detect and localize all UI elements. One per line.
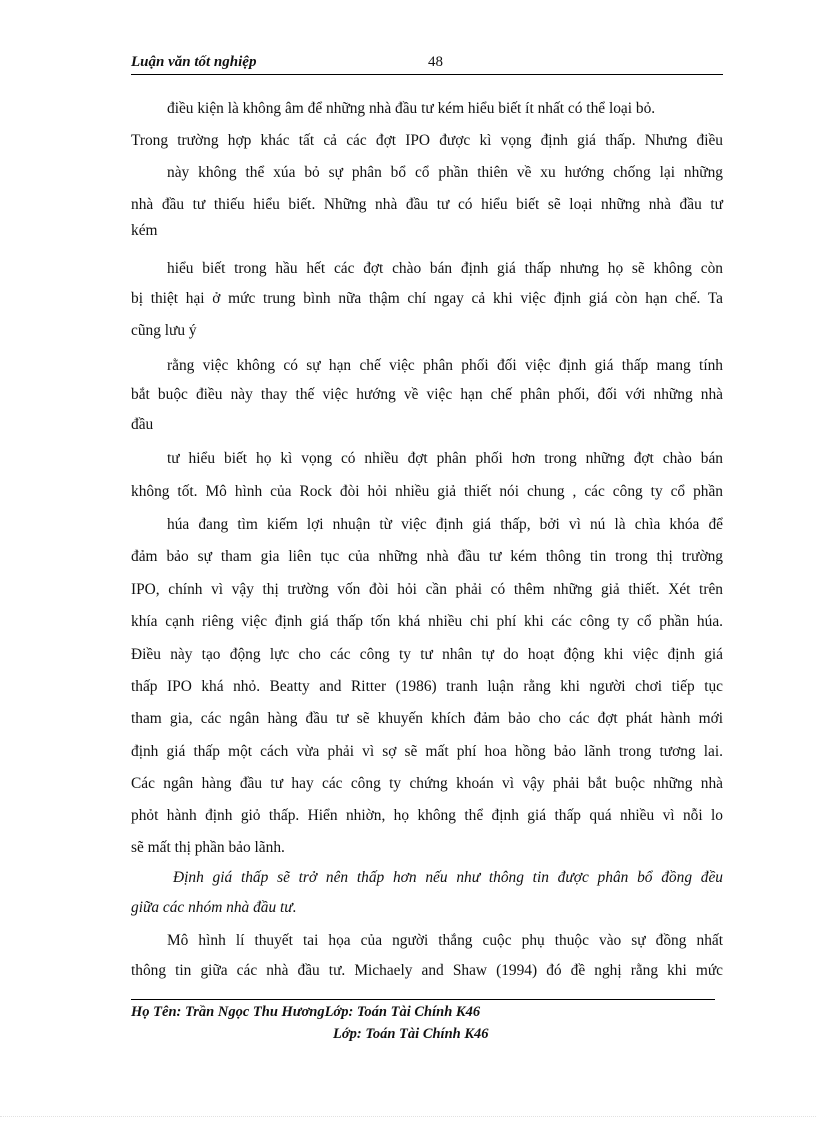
text-line: nhà đầu tư thiếu hiểu biết. Những nhà đầu tư có hiểu biết sẽ loại những nhà đầu tư <box>131 196 723 213</box>
text-line: bị thiệt hại ở mức trung bình nữa thậm chí ngay cả khi việc định giá còn hạn chế. Ta <box>131 290 723 307</box>
header-title: Luận văn tốt nghiệp <box>131 54 257 70</box>
text-line: điều kiện là không âm để những nhà đầu tư kém hiểu biết ít nhất có thể loại bỏ. <box>167 100 656 117</box>
text-line: Điều này tạo động lực cho các công ty tư nhân tự do hoạt động khi việc định giá <box>131 646 723 663</box>
text-line: Các ngân hàng đầu tư hay các công ty chứng khoán vì vậy phải bắt buộc những nhà <box>131 775 723 792</box>
text-line: kém <box>131 222 158 239</box>
text-line: rằng việc không có sự hạn chế việc phân phối đối việc định giá thấp mang tính <box>167 357 723 374</box>
text-line: phỏt hành định giỏ thấp. Hiển nhiờn, họ không thể định giá thấp quá nhiều vì nỗi lo <box>131 807 723 824</box>
text-line: định giá thấp một cách vừa phải vì sợ sẽ mất phí hoa hồng bảo lãnh trong tương lai. <box>131 743 723 760</box>
footer-class-line: Lớp: Toán Tài Chính K46 <box>333 1026 489 1042</box>
text-line: tư hiểu biết họ kì vọng có nhiều đợt phân phối hơn trong những đợt chào bán <box>167 450 723 467</box>
text-line: Trong trường hợp khác tất cả các đợt IPO được kì vọng định giá thấp. Nhưng điều <box>131 132 723 149</box>
footer-author-line: Họ Tên: Trần Ngọc Thu HươngLớp: Toán Tài Chính K46 <box>131 1004 481 1020</box>
text-line: cũng lưu ý <box>131 322 197 339</box>
text-line: đảm bảo sự tham gia liên tục của những nhà đầu tư kém thông tin trong thị trường <box>131 548 723 565</box>
text-line: này không thể xúa bỏ sự phân bổ cổ phần thiên về xu hướng chống lại những <box>167 164 723 181</box>
italic-heading-line: Định giá thấp sẽ trở nên thấp hơn nếu như thông tin được phân bổ đồng đều <box>173 869 723 886</box>
page-number: 48 <box>428 54 443 70</box>
text-line: bắt buộc điều này thay thế việc hướng về việc hạn chế phân phối, đối với những nhà <box>131 386 723 403</box>
text-line: thấp IPO khá nhỏ. Beatty and Ritter (1986) tranh luận rằng khi người chơi tiếp tục <box>131 678 723 695</box>
text-line: IPO, chính vì vậy thị trường vốn đòi hỏi cần phải có thêm những giả thiết. Xét trên <box>131 581 723 598</box>
text-line: sẽ mất thị phần bảo lãnh. <box>131 839 285 856</box>
footer-rule <box>131 999 715 1000</box>
text-line: khía cạnh riêng việc định giá thấp tốn khá nhiều chi phí khi các công ty cổ phần húa. <box>131 613 723 630</box>
text-line: không tốt. Mô hình của Rock đòi hỏi nhiều giả thiết nói chung , các công ty cổ phần <box>131 483 723 500</box>
text-line: húa đang tìm kiếm lợi nhuận từ việc định giá thấp, bởi vì nú là chìa khóa để <box>167 516 723 533</box>
page-edge-divider <box>0 1116 816 1117</box>
text-line: tham gia, các ngân hàng đầu tư sẽ khuyến khích đảm bảo cho các đợt phát hành mới <box>131 710 723 727</box>
text-line: thông tin giữa các nhà đầu tư. Michaely and Shaw (1994) đó đề nghị rằng khi mức <box>131 962 723 979</box>
text-line: Mô hình lí thuyết tai họa của người thắng cuộc phụ thuộc vào sự đồng nhất <box>167 932 723 949</box>
italic-heading-line: giữa các nhóm nhà đầu tư. <box>131 899 297 916</box>
page-header <box>131 52 723 75</box>
text-line: hiểu biết trong hầu hết các đợt chào bán định giá thấp nhưng họ sẽ không còn <box>167 260 723 277</box>
text-line: đầu <box>131 416 154 433</box>
